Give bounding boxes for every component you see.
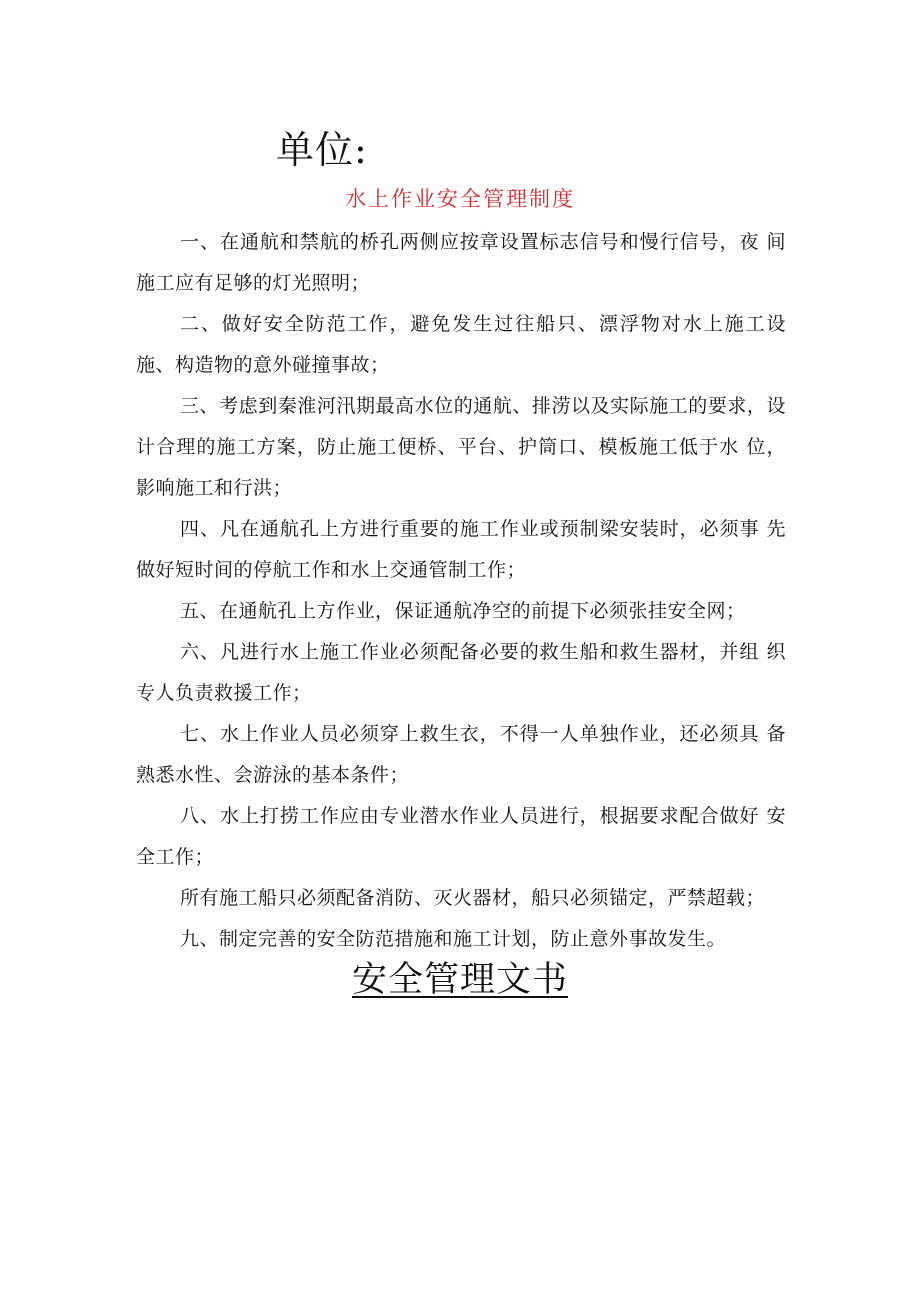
footer-title	[0, 956, 920, 1004]
paragraph-4: 四、凡在通航孔上方进行重要的施工作业或预制梁安装时，必须事 先做好短时间的停航工作和水上交通管制工作；	[136, 518, 786, 581]
document-body	[136, 222, 786, 960]
paragraph-7: 七、水上作业人员必须穿上救生衣，不得一人单独作业，还必须具 备熟悉水性、会游泳的基本条件；	[136, 723, 786, 786]
paragraph-9: 所有施工船只必须配备消防、灭火器材，船只必须锚定，严禁超载；	[180, 887, 766, 909]
document-title: 水上作业安全管理制度	[345, 187, 575, 211]
unit-label: 单位:	[276, 128, 368, 172]
paragraph-2: 二、做好安全防范工作，避免发生过往船只、漂浮物对水上施工设 施、构造物的意外碰撞事故；	[136, 313, 786, 376]
paragraph-6: 六、凡进行水上施工作业必须配备必要的救生船和救生器材，并组 织专人负责救援工作；	[136, 641, 786, 704]
paragraph-10: 九、制定完善的安全防范措施和施工计划，防止意外事故发生。	[180, 928, 727, 950]
paragraph-8: 八、水上打捞工作应由专业潜水作业人员进行，根据要求配合做好 安全工作；	[136, 805, 786, 868]
footer-title-text: 安全管理文书	[351, 960, 568, 1000]
paragraph-1: 一、在通航和禁航的桥孔两侧应按章设置标志信号和慢行信号，夜 间施工应有足够的灯光照明；	[136, 231, 786, 294]
paragraph-3: 三、考虑到秦淮河汛期最高水位的通航、排涝以及实际施工的要求，设计合理的施工方案，防止施工便桥、平台、护筒口、模板施工低于水 位，影响施工和行洪；	[136, 395, 786, 499]
paragraph-5: 五、在通航孔上方作业，保证通航净空的前提下必须张挂安全网；	[180, 600, 746, 622]
